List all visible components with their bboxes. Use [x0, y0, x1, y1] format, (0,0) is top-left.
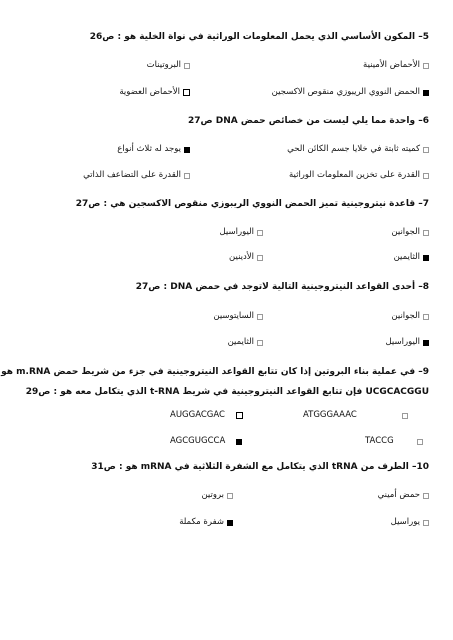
option-label: ATGGGAAAC	[303, 410, 357, 420]
checkbox-icon[interactable]	[257, 230, 263, 236]
q8-option-3[interactable]	[386, 337, 430, 348]
checkbox-icon[interactable]	[423, 230, 429, 236]
q10-option-3[interactable]	[391, 517, 429, 528]
q7-option-2[interactable]	[220, 227, 264, 238]
q10-option-4[interactable]	[179, 517, 233, 528]
option-label: الجوانين	[391, 311, 420, 321]
q9-option-4[interactable]	[170, 436, 242, 447]
option-label: يوجد له ثلاث أنواع	[117, 144, 181, 154]
option-label: القدرة على تخزين المعلومات الوراثية	[288, 170, 420, 180]
checkbox-icon[interactable]	[184, 173, 190, 179]
q10-option-1[interactable]	[378, 490, 429, 501]
checkbox-icon[interactable]	[184, 63, 190, 69]
option-label: البروتينات	[146, 60, 181, 70]
q6-option-2[interactable]	[117, 144, 190, 155]
q8-option-1[interactable]	[391, 311, 429, 322]
checked-box-icon[interactable]	[227, 520, 233, 526]
checked-box-icon[interactable]	[423, 90, 429, 96]
q7-option-1[interactable]	[391, 227, 429, 238]
q5-option-1[interactable]	[363, 60, 429, 71]
option-label: الثايمين	[393, 252, 420, 262]
option-label: يوراسيل	[390, 517, 420, 527]
option-label: AUGGACGAC	[170, 410, 225, 420]
checkbox-icon[interactable]	[183, 89, 190, 96]
checkbox-icon[interactable]	[423, 147, 429, 153]
question-8: 8– أحدى القواعد النيتروجينية التالية لاتوجد في حمض DNA : ص27	[135, 282, 429, 292]
checkbox-icon[interactable]	[423, 314, 429, 320]
option-label: السايتوسين	[213, 311, 254, 321]
option-label: الأحماض العضوية	[119, 87, 180, 97]
q7-option-3[interactable]	[394, 252, 429, 263]
checkbox-icon[interactable]	[257, 314, 263, 320]
option-label: AGCGUGCCA	[170, 436, 226, 446]
checked-box-icon[interactable]	[184, 147, 190, 153]
question-5: 5– المكون الأساسي الذي يحمل المعلومات الوراثية في نواة الخلية هو : ص26	[89, 32, 429, 42]
option-label: شفرة مكملة	[179, 517, 224, 527]
q5-option-4[interactable]	[119, 87, 190, 98]
q5-option-3[interactable]	[272, 87, 429, 98]
q6-option-4[interactable]	[83, 170, 190, 181]
q9-option-2[interactable]	[170, 410, 243, 421]
checkbox-icon[interactable]	[423, 493, 429, 499]
question-10: 10– الطرف من tRNA الذي يتكامل مع الشفرة الثلاثية في mRNA هو : ص31	[91, 462, 429, 472]
option-label: القدرة على التضاعف الذاتي	[83, 170, 181, 180]
option-label: كميته ثابتة في خلايا جسم الكائن الحي	[287, 144, 420, 154]
q9-option-1[interactable]	[303, 410, 408, 421]
option-label: اليوراسيل	[385, 337, 420, 347]
checkbox-icon[interactable]	[423, 63, 429, 69]
option-label: بروتين	[201, 490, 224, 500]
option-label: حمض أميني	[377, 490, 420, 500]
question-9-line-2: UCGCACGGU فإن تتابع القواعد النيتروجينية في شريط t-RNA الذي يتكامل معه هو : ص29	[25, 387, 429, 397]
checked-box-icon[interactable]	[423, 255, 429, 261]
q5-option-2[interactable]	[147, 60, 190, 71]
option-label: الأدينين	[229, 252, 254, 262]
q8-option-4[interactable]	[228, 337, 263, 348]
q8-option-2[interactable]	[213, 311, 263, 322]
checkbox-icon[interactable]	[257, 255, 263, 261]
checkbox-icon[interactable]	[236, 412, 243, 419]
q7-option-4[interactable]	[229, 252, 263, 263]
checkbox-icon[interactable]	[417, 439, 423, 445]
checked-box-icon[interactable]	[236, 439, 242, 445]
option-label: اليوراسيل	[219, 227, 254, 237]
q6-option-1[interactable]	[287, 144, 429, 155]
option-label: الجوانين	[391, 227, 420, 237]
question-9-line-1: 9– في عملية بناء البروتين إذا كان تتابع القواعد النيتروجينية في جزء من شريط حمض m.RNA هو	[1, 367, 429, 377]
q9-option-3[interactable]	[365, 436, 423, 447]
checkbox-icon[interactable]	[227, 493, 233, 499]
question-6-text: 6– واحدة مما يلي ليست من خصائص حمض DNA ص27	[187, 116, 429, 126]
checkbox-icon[interactable]	[423, 173, 429, 179]
checkbox-icon[interactable]	[423, 520, 429, 526]
q10-option-2[interactable]	[201, 490, 233, 501]
q6-option-3[interactable]	[289, 170, 429, 181]
checked-box-icon[interactable]	[423, 340, 429, 346]
option-label: الثايمين	[227, 337, 254, 347]
option-label: الحمض النووي الريبوزي منقوص الاكسجين	[271, 87, 420, 97]
option-label: الأحماض الأمينية	[363, 60, 420, 70]
checkbox-icon[interactable]	[257, 340, 263, 346]
option-label: TACCG	[365, 436, 394, 446]
question-7: 7– قاعدة نيتروجينية تميز الحمض النووي الريبوزي منقوص الاكسجين هي : ص27	[75, 199, 429, 209]
checkbox-icon[interactable]	[402, 413, 408, 419]
question-6	[188, 115, 429, 127]
